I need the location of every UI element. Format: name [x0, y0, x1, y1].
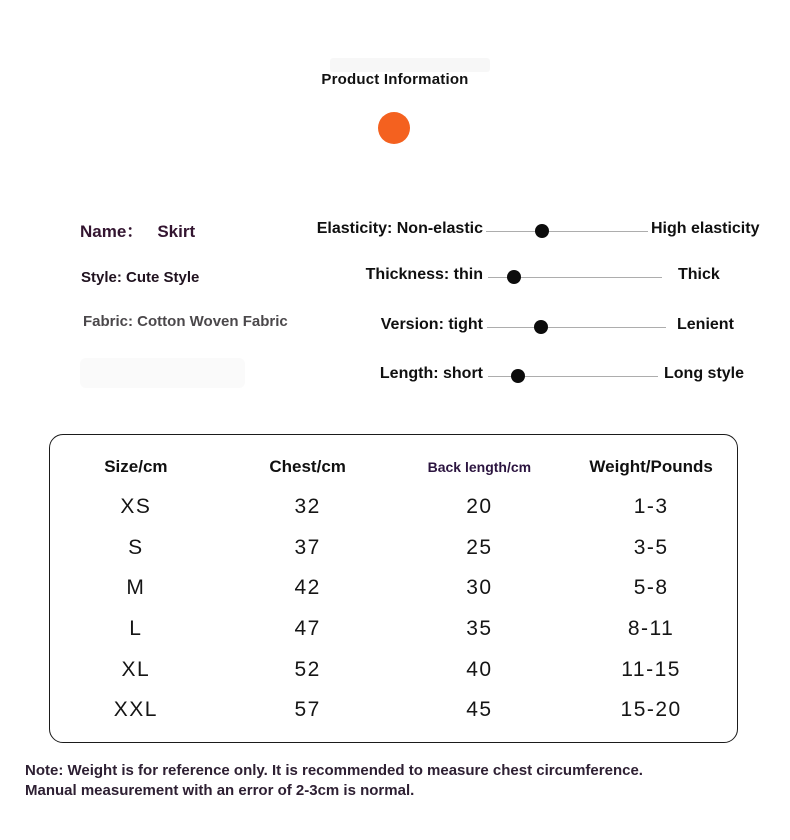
note-line-2: Manual measurement with an error of 2-3cm is normal.: [25, 781, 415, 799]
name-label: Name：: [80, 222, 144, 241]
slider-label-elasticity: Elasticity: Non-elastic: [316, 220, 483, 237]
cell-weight: 15-20: [620, 698, 682, 722]
cell-weight: 5-8: [633, 576, 669, 600]
cell-back-length: 30: [466, 576, 493, 600]
cell-chest: 47: [294, 617, 321, 641]
slider-dot-thickness: [507, 270, 521, 284]
cell-weight: 8-11: [627, 617, 675, 641]
cell-size: XL: [121, 657, 151, 681]
cell-chest: 32: [294, 495, 321, 519]
cell-chest: 42: [294, 576, 321, 600]
cell-size: L: [129, 617, 143, 641]
cell-back-length: 45: [466, 698, 493, 722]
slider-dot-elasticity: [535, 224, 549, 238]
slider-right-label-version: Lenient: [677, 316, 734, 333]
cell-weight: 3-5: [633, 535, 669, 559]
orange-dot-icon: [378, 112, 410, 144]
cell-chest: 57: [294, 698, 321, 722]
page-title: Product Information: [321, 71, 469, 88]
size-chart-table: [49, 434, 738, 743]
cell-weight: 11-15: [621, 657, 681, 681]
table-row: [50, 649, 737, 690]
column-header-back-length: Back length/cm: [427, 459, 532, 475]
table-row: [50, 528, 737, 569]
cell-size: M: [126, 576, 146, 600]
slider-label-length: Length: short: [379, 365, 483, 382]
cell-back-length: 40: [466, 657, 493, 681]
slider-label-version: Version: tight: [380, 316, 483, 333]
reference-note: [25, 761, 755, 800]
column-header-weight: Weight/Pounds: [589, 457, 713, 476]
cell-weight: 1-3: [633, 495, 669, 519]
table-row: [50, 609, 737, 650]
note-line-1: Note: Weight is for reference only. It is recommended to measure chest circumference.: [25, 762, 643, 779]
cell-chest: 52: [294, 657, 321, 681]
name-value: Skirt: [157, 222, 196, 241]
table-header-row: [50, 447, 737, 487]
product-style: Style: Cute Style: [81, 269, 200, 286]
column-header-size: Size/cm: [104, 457, 168, 476]
cell-size: XXL: [113, 698, 158, 722]
slider-right-label-thickness: Thick: [678, 266, 720, 283]
cell-back-length: 35: [466, 617, 493, 641]
watermark-ghost: [330, 58, 490, 72]
slider-dot-version: [534, 320, 548, 334]
table-row: [50, 487, 737, 528]
slider-track-version: [487, 327, 666, 328]
slider-label-thickness: Thickness: thin: [365, 266, 483, 283]
slider-track-elasticity: [486, 231, 648, 232]
slider-dot-length: [511, 369, 525, 383]
cell-size: S: [128, 535, 144, 559]
cell-back-length: 25: [466, 535, 493, 559]
product-fabric: Fabric: Cotton Woven Fabric: [83, 313, 288, 330]
column-header-chest: Chest/cm: [269, 457, 346, 476]
table-row: [50, 690, 737, 731]
cell-back-length: 20: [466, 495, 493, 519]
table-row: [50, 568, 737, 609]
slider-right-label-length: Long style: [664, 365, 745, 382]
cell-size: XS: [120, 495, 152, 519]
slider-right-label-elasticity: High elasticity: [651, 220, 760, 237]
cell-chest: 37: [294, 535, 321, 559]
